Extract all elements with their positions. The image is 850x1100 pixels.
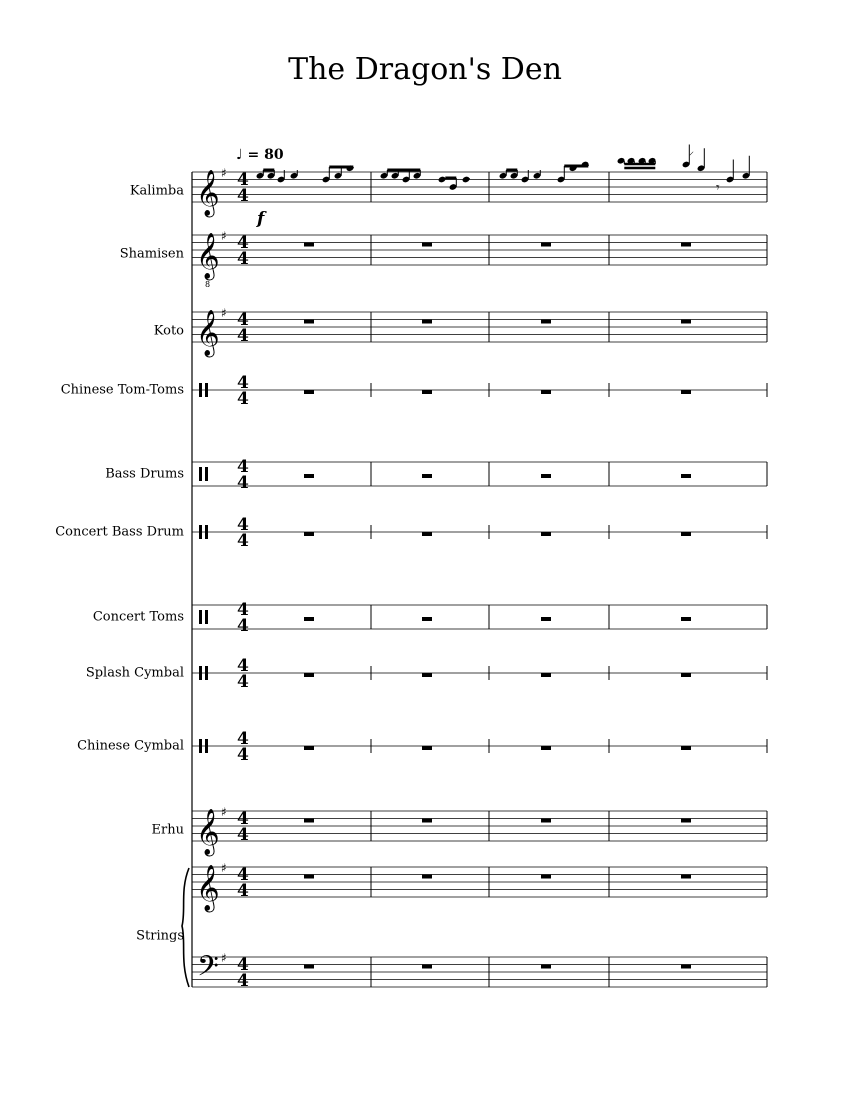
octave-8-marker: 8 [205, 280, 211, 289]
whole-rest [541, 474, 551, 478]
time-signature-bottom: 4 [237, 672, 249, 692]
time-signature-bottom: 4 [237, 186, 249, 206]
whole-rest [681, 617, 691, 621]
sharp-icon: ♯ [221, 861, 227, 875]
time-signature-top: 4 [237, 457, 249, 477]
whole-rest [541, 965, 551, 969]
time-signature-bottom: 4 [237, 745, 249, 765]
instrument-label-chinese-tom-toms: Chinese Tom-Toms [60, 382, 184, 398]
time-signature-bottom: 4 [237, 531, 249, 551]
time-signature-bottom: 4 [237, 881, 249, 901]
time-signature-top: 4 [237, 515, 249, 535]
sharp-icon: ♯ [221, 805, 227, 819]
percussion-clef-icon [205, 739, 208, 753]
whole-rest [681, 673, 691, 677]
whole-rest [541, 243, 551, 247]
time-signature-top: 4 [237, 600, 249, 620]
treble-clef-icon: 𝄞 [196, 170, 220, 216]
whole-rest [681, 474, 691, 478]
whole-rest [541, 673, 551, 677]
sharp-icon: ♯ [221, 306, 227, 320]
whole-rest [422, 320, 432, 324]
instrument-label-shamisen: Shamisen [119, 246, 184, 262]
whole-rest [541, 320, 551, 324]
whole-rest [422, 243, 432, 247]
whole-rest [681, 243, 691, 247]
brace-icon [182, 868, 189, 987]
quarter-note-icon: ♩ [236, 147, 243, 163]
treble-clef-icon: 𝄞 [196, 865, 220, 911]
whole-rest [304, 875, 314, 879]
time-signature-bottom: 4 [237, 825, 249, 845]
whole-rest [541, 617, 551, 621]
whole-rest [541, 875, 551, 879]
sharp-icon: ♯ [221, 166, 227, 180]
eighth-rest-icon: 𝄾 [716, 180, 720, 196]
time-signature-bottom: 4 [237, 616, 249, 636]
whole-rest [304, 474, 314, 478]
whole-rest [304, 617, 314, 621]
time-signature-top: 4 [237, 170, 249, 190]
dynamic-forte-marking: f [257, 209, 265, 229]
percussion-clef-icon [205, 467, 208, 481]
tempo-value: = 80 [247, 147, 284, 163]
whole-rest [304, 965, 314, 969]
whole-rest [304, 243, 314, 247]
time-signature-bottom: 4 [237, 473, 249, 493]
whole-rest [422, 390, 432, 394]
instrument-label-strings: Strings [136, 928, 184, 944]
instrument-label-concert-bass-drum: Concert Bass Drum [55, 524, 184, 540]
whole-rest [681, 320, 691, 324]
whole-rest [304, 673, 314, 677]
whole-rest [422, 875, 432, 879]
whole-rest [304, 746, 314, 750]
whole-rest [541, 746, 551, 750]
instrument-label-bass-drums: Bass Drums [105, 466, 184, 482]
whole-rest [681, 532, 691, 536]
instrument-label-kalimba: Kalimba [129, 183, 184, 199]
whole-rest [681, 965, 691, 969]
time-signature-top: 4 [237, 865, 249, 885]
percussion-clef-icon [205, 383, 208, 397]
treble-clef-icon: 𝄞 [196, 233, 220, 279]
whole-rest [422, 474, 432, 478]
whole-rest [681, 875, 691, 879]
score-title: The Dragon's Den [288, 52, 562, 87]
instrument-label-concert-toms: Concert Toms [92, 609, 184, 625]
time-signature-top: 4 [237, 310, 249, 330]
whole-rest [541, 532, 551, 536]
instrument-label-chinese-cymbal: Chinese Cymbal [77, 738, 184, 754]
whole-rest [422, 617, 432, 621]
percussion-clef-icon [199, 383, 202, 397]
time-signature-top: 4 [237, 809, 249, 829]
time-signature-top: 4 [237, 233, 249, 253]
time-signature-bottom: 4 [237, 326, 249, 346]
whole-rest [422, 673, 432, 677]
whole-rest [422, 746, 432, 750]
whole-rest [681, 390, 691, 394]
bass-clef-icon: 𝄢 [197, 950, 219, 990]
percussion-clef-icon [199, 610, 202, 624]
whole-rest [541, 390, 551, 394]
whole-rest [422, 532, 432, 536]
time-signature-bottom: 4 [237, 389, 249, 409]
time-signature-top: 4 [237, 373, 249, 393]
whole-rest [422, 965, 432, 969]
percussion-clef-icon [199, 739, 202, 753]
time-signature-bottom: 4 [237, 971, 249, 991]
eighth-flag-icon: ⸝ [689, 146, 694, 158]
whole-rest [422, 819, 432, 823]
whole-rest [681, 819, 691, 823]
percussion-clef-icon [205, 525, 208, 539]
instrument-label-erhu: Erhu [151, 822, 184, 838]
instrument-label-koto: Koto [153, 323, 184, 339]
time-signature-top: 4 [237, 955, 249, 975]
treble-clef-icon: 𝄞 [196, 809, 220, 855]
whole-rest [304, 532, 314, 536]
whole-rest [304, 320, 314, 324]
whole-rest [304, 390, 314, 394]
treble-clef-icon: 𝄞 [196, 310, 220, 356]
time-signature-top: 4 [237, 729, 249, 749]
percussion-clef-icon [205, 666, 208, 680]
instrument-label-splash-cymbal: Splash Cymbal [85, 665, 184, 681]
time-signature-top: 4 [237, 656, 249, 676]
percussion-clef-icon [199, 525, 202, 539]
percussion-clef-icon [205, 610, 208, 624]
sharp-icon: ♯ [221, 229, 227, 243]
percussion-clef-icon [199, 666, 202, 680]
whole-rest [681, 746, 691, 750]
time-signature-bottom: 4 [237, 249, 249, 269]
whole-rest [304, 819, 314, 823]
percussion-clef-icon [199, 467, 202, 481]
sharp-icon: ♯ [221, 951, 227, 965]
whole-rest [541, 819, 551, 823]
